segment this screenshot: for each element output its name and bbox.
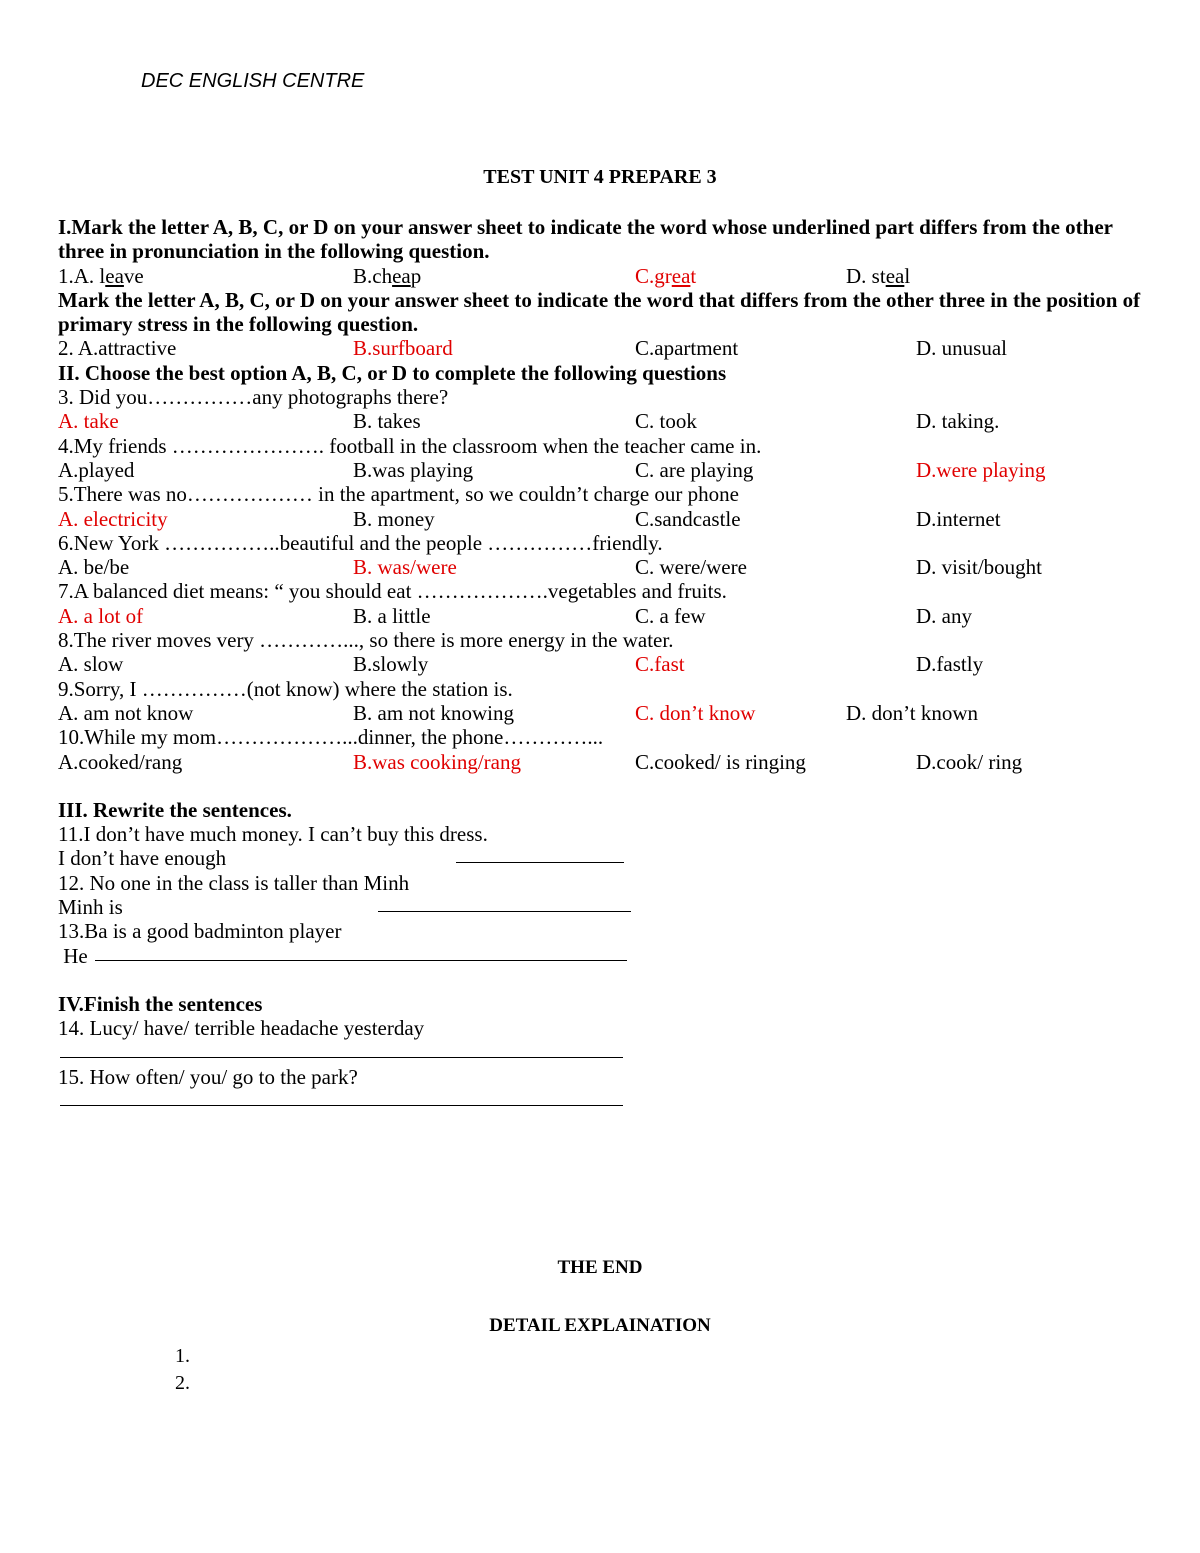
question-stem: 5.There was no……………… in the apartment, so we couldn’t charge our phone <box>58 482 739 507</box>
question-stem: 3. Did you……………any photographs there? <box>58 385 449 410</box>
question-stem: 4.My friends …………………. football in the classroom when the teacher came in. <box>58 433 762 458</box>
option-b: B. money <box>353 506 435 531</box>
section-1-instruction: I.Mark the letter A, B, C, or D on your answer sheet to indicate the word whose underlined part differs from the other three in pronunciation in the following question. <box>58 215 1113 264</box>
section-3-heading: III. Rewrite the sentences. <box>58 797 292 822</box>
option-d: D. taking. <box>916 409 1000 434</box>
q1-option-a: 1.A. leave <box>58 263 144 288</box>
question-12-start: Minh is <box>58 895 123 920</box>
question-stem: 7.A balanced diet means: “ you should eat ……………….vegetables and fruits. <box>58 579 727 604</box>
question-options <box>58 652 1158 676</box>
question-12: 12. No one in the class is taller than Minh <box>58 870 410 895</box>
option-a: A. electricity <box>58 506 168 531</box>
question-options <box>58 604 1158 628</box>
question-11: 11.I don’t have much money. I can’t buy this dress. <box>58 822 488 847</box>
section-1-instruction-2: Mark the letter A, B, C, or D on your answer sheet to indicate the word that differs from the other three in the position of primary stress in the following question. <box>58 287 1141 337</box>
option-a: A. take <box>58 409 119 434</box>
question-13-answer-line <box>58 944 1158 968</box>
answer-blank[interactable] <box>60 1103 623 1106</box>
option-c: C.cooked/ is ringing <box>635 749 806 774</box>
section-4-heading: IV.Finish the sentences <box>58 991 263 1016</box>
section-2-instruction: II. Choose the best option A, B, C, or D to complete the following questions <box>58 360 727 385</box>
question-13: 13.Ba is a good badminton player <box>58 919 342 944</box>
q2-option-b: B.surfboard <box>353 336 453 361</box>
q2-option-d: D. unusual <box>916 336 1007 361</box>
q2-option-c: C.apartment <box>635 336 739 361</box>
the-end: THE END <box>557 1257 643 1278</box>
centre-header: DEC ENGLISH CENTRE <box>141 70 365 92</box>
question-2-options <box>58 336 1158 360</box>
option-c: C. took <box>635 409 697 434</box>
q2-option-a: 2. A.attractive <box>58 336 177 361</box>
option-a: A.cooked/rang <box>58 749 183 774</box>
option-b: B.slowly <box>353 652 429 677</box>
list-item: 2. <box>175 1372 190 1394</box>
option-a: A. slow <box>58 652 124 677</box>
explanation-list <box>175 1343 190 1397</box>
option-c: C. don’t know <box>635 700 756 725</box>
option-b: B. was/were <box>353 555 457 580</box>
answer-blank[interactable] <box>60 1055 623 1058</box>
question-stem: 8.The river moves very …………..., so there is more energy in the water. <box>58 628 674 653</box>
option-c: C. are playing <box>635 457 754 482</box>
detail-explanation-heading: DETAIL EXPLAINATION <box>489 1315 711 1336</box>
test-title: TEST UNIT 4 PREPARE 3 <box>483 166 717 188</box>
option-a: A. be/be <box>58 555 130 580</box>
answer-blank[interactable] <box>95 958 627 961</box>
q1-option-d: D. steal <box>846 263 911 288</box>
question-stem: 9.Sorry, I ……………(not know) where the station is. <box>58 676 513 701</box>
question-12-answer-line <box>58 895 1158 919</box>
option-c: C. were/were <box>635 555 747 580</box>
option-d: D.fastly <box>916 652 984 677</box>
answer-blank[interactable] <box>378 909 631 912</box>
option-b: B.was playing <box>353 457 474 482</box>
option-d: D.cook/ ring <box>916 749 1023 774</box>
question-stem: 6.New York ……………..beautiful and the people ……………friendly. <box>58 530 663 555</box>
answer-blank[interactable] <box>456 860 624 863</box>
question-15-answer-line <box>58 1089 1158 1113</box>
option-b: B. am not knowing <box>353 700 514 725</box>
option-d: D. don’t known <box>846 700 979 725</box>
question-1-options <box>58 264 1158 288</box>
option-d: D.internet <box>916 506 1001 531</box>
question-14: 14. Lucy/ have/ terrible headache yesterday <box>58 1016 425 1041</box>
option-b: B. takes <box>353 409 421 434</box>
option-d: D.were playing <box>916 457 1046 482</box>
question-options <box>58 507 1158 531</box>
option-b: B.was cooking/rang <box>353 749 521 774</box>
option-a: A. am not know <box>58 700 194 725</box>
question-options <box>58 555 1158 579</box>
option-a: A.played <box>58 457 135 482</box>
question-stem: 10.While my mom………………...dinner, the phone…………... <box>58 725 604 750</box>
question-13-start: He <box>58 943 88 968</box>
q1-option-b: B.cheap <box>353 263 422 288</box>
question-11-answer-line <box>58 846 1158 870</box>
question-options <box>58 409 1158 433</box>
question-options <box>58 701 1158 725</box>
question-options <box>58 750 1158 774</box>
question-15: 15. How often/ you/ go to the park? <box>58 1064 358 1089</box>
q1-option-c: C.great <box>635 263 697 288</box>
option-d: D. visit/bought <box>916 555 1043 580</box>
option-d: D. any <box>916 603 972 628</box>
option-b: B. a little <box>353 603 431 628</box>
list-item: 1. <box>175 1345 190 1367</box>
option-a: A. a lot of <box>58 603 144 628</box>
option-c: C. a few <box>635 603 706 628</box>
question-14-answer-line <box>58 1041 1158 1065</box>
question-options <box>58 458 1158 482</box>
test-content <box>58 215 1158 1113</box>
option-c: C.fast <box>635 652 685 677</box>
option-c: C.sandcastle <box>635 506 741 531</box>
question-11-start: I don’t have enough <box>58 846 227 871</box>
